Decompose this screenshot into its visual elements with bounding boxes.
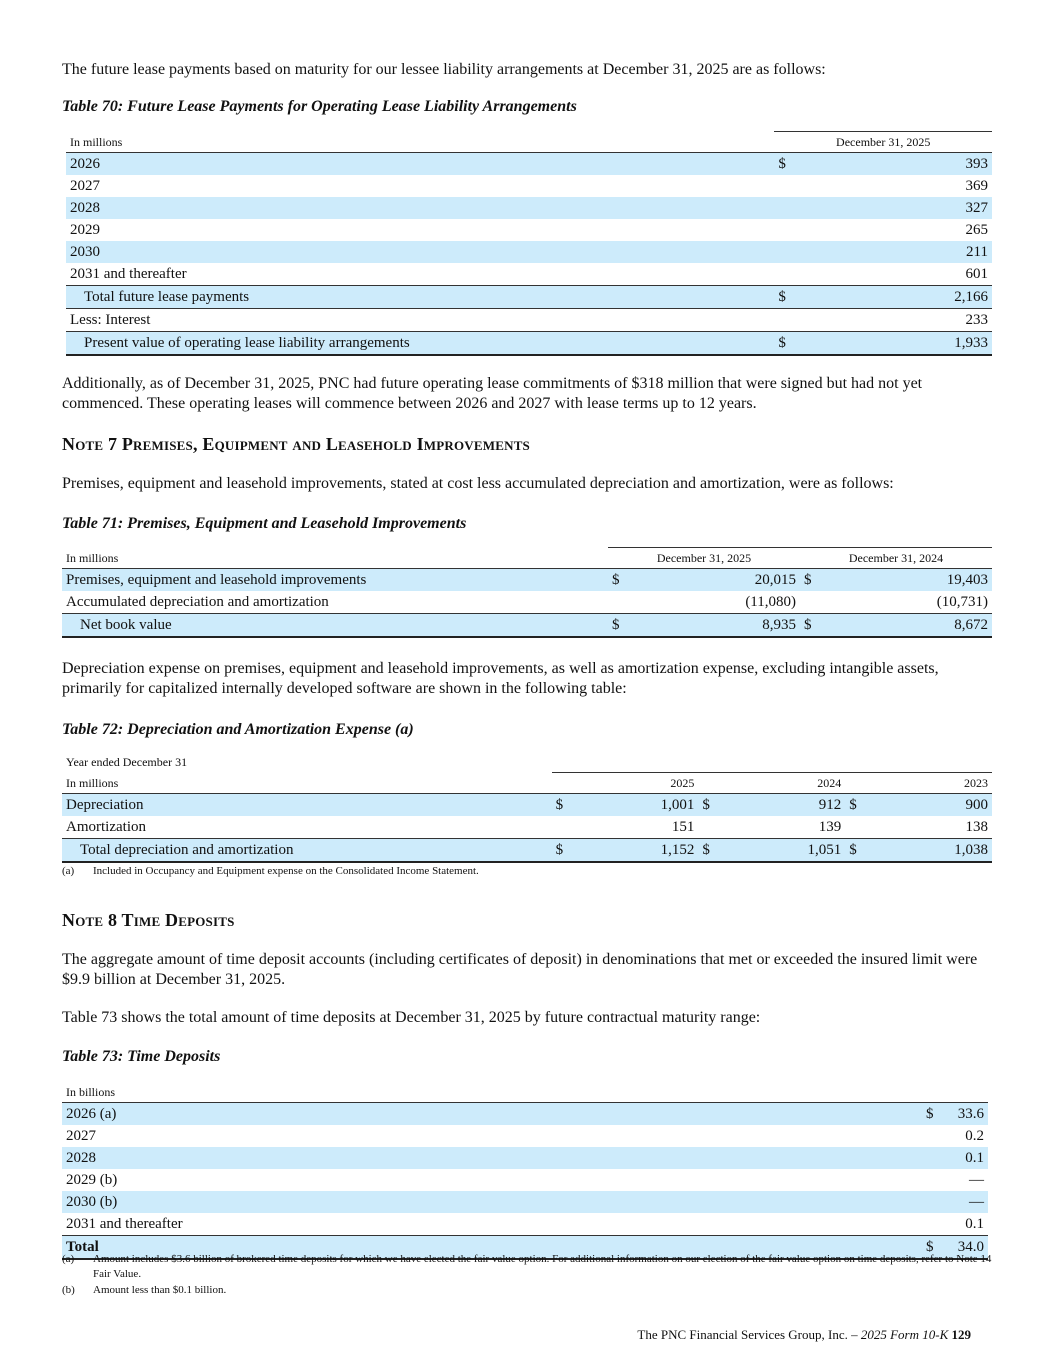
table-total-row: Net book value $ 8,935 $ 8,672 [62,614,992,638]
note8-heading: Note 8 Time Deposits [62,910,235,930]
additional-paragraph: Additionally, as of December 31, 2025, PNC had future operating lease commitments of $318 million that were signed but had not yet commenced. These operating leases will commence between 2026 and 2027 with lease terms up to 12 years. [62,375,923,412]
period-label: Year ended December 31 [66,755,188,769]
table-total-row: Total $ 34.0 [62,1236,988,1260]
table-row: Accumulated depreciation and amortization (11,080) (10,731) [66,594,988,610]
depreciation-paragraph: Depreciation expense on premises, equipment and leasehold improvements, as well as amortization expense, excluding intangible assets, primarily for capitalized internally developed software are shown in the following table: [62,660,939,697]
footnote: (a) Included in Occupancy and Equipment expense on the Consolidated Income Statement. [62,865,479,877]
table71-caption: Table 71: Premises, Equipment and Leasehold Improvements [62,515,467,532]
table-row: Less: Interest 233 [66,309,992,332]
table-header-row [66,132,992,153]
table-row: 2027 369 [70,178,988,194]
table72 [62,772,992,863]
column-header: December 31, 2025 [608,548,800,569]
table-row: Depreciation $ 1,001 $ 912 $ 900 [62,794,992,817]
table-row: 2026 (a) $ 33.6 [62,1103,988,1126]
table-row: Amortization 151 139 138 [66,819,988,835]
table-total-row: Present value of operating lease liability arrangements $ 1,933 [66,332,992,356]
table71 [62,547,992,638]
unit-label: In billions [62,1082,922,1103]
note8-paragraph-2: Table 73 shows the total amount of time deposits at December 31, 2025 by future contractual maturity range: [62,1009,761,1026]
table73 [62,1082,988,1260]
table-row: 2026 $ 393 [66,153,992,176]
footnote: (b) Amount less than $0.1 billion. [62,1284,227,1296]
footer-company: The PNC Financial Services Group, Inc. – [637,1327,858,1342]
table-total-row: Total future lease payments $ 2,166 [66,286,992,309]
column-header: 2024 [698,773,845,794]
table-row: Premises, equipment and leasehold improvements $ 20,015 $ 19,403 [62,569,992,592]
note8-paragraph-1: The aggregate amount of time deposit accounts (including certificates of deposit) in denominations that met or exceeded the insured limit were $9.9 billion at December 31, 2025. [62,951,978,988]
table-row: 2031 and thereafter 0.1 [66,1216,984,1232]
table-row: 2028 0.1 [62,1147,988,1169]
intro-paragraph: The future lease payments based on maturity for our lessee liability arrangements at December 31, 2025 are as follows: [62,61,826,78]
table-row: 2027 0.2 [66,1128,984,1144]
table-row: 2031 and thereafter 601 [70,266,988,282]
column-header: 2025 [552,773,699,794]
unit-label: In millions [62,773,552,794]
note7-heading: Note 7 Premises, Equipment and Leasehold Improvements [62,434,530,454]
table-row: 2029 265 [70,222,988,238]
unit-label: In millions [66,132,774,153]
table-total-row: Total depreciation and amortization $ 1,152 $ 1,051 $ 1,038 [62,839,992,863]
footer-form: 2025 Form 10-K [860,1327,949,1342]
table72-caption: Table 72: Depreciation and Amortization Expense (a) [62,721,414,738]
column-header: December 31, 2024 [800,548,992,569]
page-number: 129 [951,1327,971,1342]
table-header-row [62,773,992,794]
table-row: 2028 327 [66,197,992,219]
footnote: (a) Amount includes $3.6 billion of brokered time deposits for which we have elected the fair value option. For additional information on our election of the fair value option on time deposits, refer to Note 14 Fair Value. [62,1253,992,1280]
table73-caption: Table 73: Time Deposits [62,1048,221,1065]
column-header: 2023 [845,773,992,794]
table-row: 2030 211 [66,241,992,263]
table-row: 2029 (b) — [66,1172,984,1188]
page-footer [637,1327,971,1343]
column-header: December 31, 2025 [774,132,992,153]
note7-intro: Premises, equipment and leasehold improvements, stated at cost less accumulated depreciation and amortization, were as follows: [62,475,894,492]
table70-caption: Table 70: Future Lease Payments for Operating Lease Liability Arrangements [62,98,577,115]
table70 [66,131,992,356]
unit-label: In millions [62,548,608,569]
table-header-row [62,548,992,569]
table-header-row [62,1082,988,1103]
table-row: 2030 (b) — [62,1191,988,1213]
